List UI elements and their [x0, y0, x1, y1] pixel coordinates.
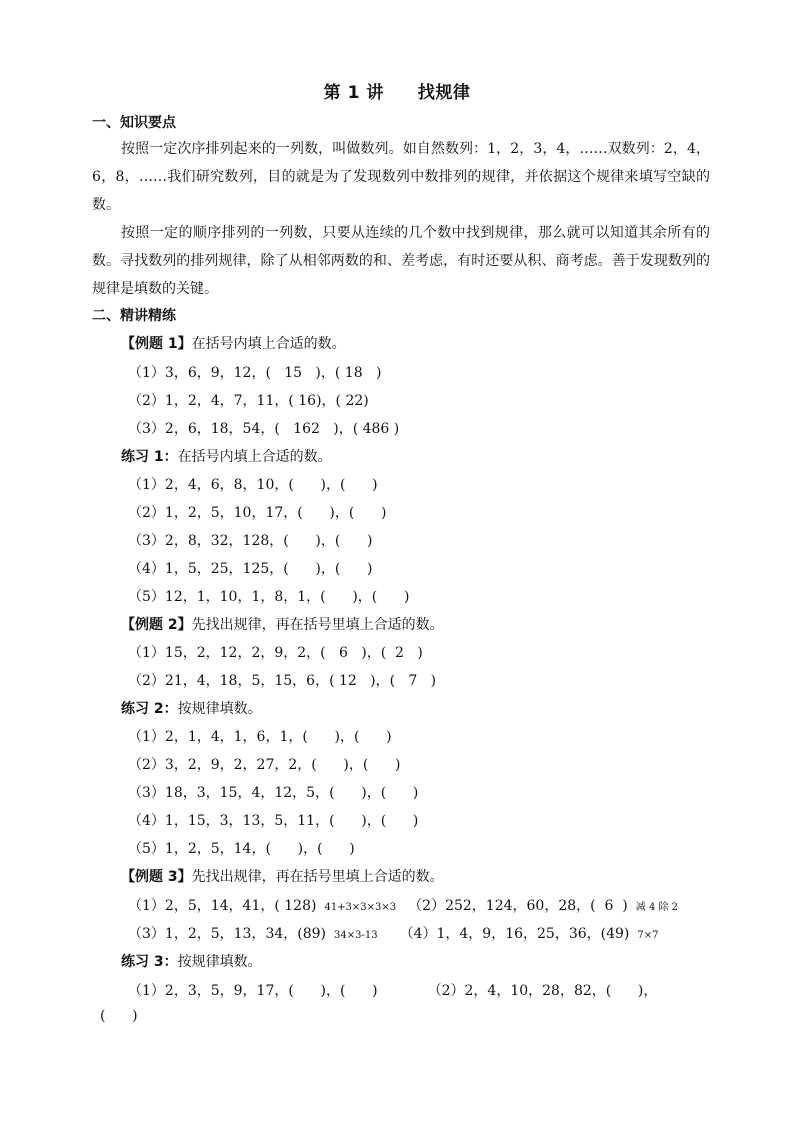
page-title	[0, 78, 794, 103]
practice-1-label: 练习 1：	[121, 449, 178, 465]
example-3-item-2: （2）252，124，60，28，( 6 )	[408, 898, 628, 914]
example-3-row-1	[128, 895, 678, 915]
practice-1-instruction: 在括号内填上合适的数。	[177, 449, 332, 465]
lesson-topic: 找规律	[417, 83, 471, 103]
practice-2-heading	[121, 698, 262, 718]
example-3-item-3: （3）1，2，5，13，34，(89)	[128, 926, 326, 942]
example-1-item-3: （3）2，6，18，54，( 162 )，( 486 )	[128, 421, 400, 437]
practice-2-item-2: （2）3，2，9，2，27，2，( )，( )	[128, 757, 401, 773]
knowledge-paragraph-1: 按照一定次序排列起来的一列数，叫做数列。如自然数列：1，2，3，4，……双数列：2，4，6，8，……我们研究数列，目的就是为了发现数列中数排列的规律，并依据这个规律来填写空缺的数。	[92, 141, 710, 213]
example-1-label: 【例题 1】	[121, 336, 192, 352]
practice-2-item-5: （5）1，2，5，14，( )，( )	[128, 841, 355, 857]
practice-3-item-2: （2）2，4，10，28，82，( )，	[427, 983, 658, 999]
example-3-row-2	[128, 923, 659, 943]
example-3-note-3: 34×3-13	[334, 930, 378, 941]
example-3-instruction: 先找出规律，再在括号里填上合适的数。	[191, 869, 444, 885]
example-1-instruction: 在括号内填上合适的数。	[191, 336, 346, 352]
practice-1-item-2: （2）1，2，5，10，17，( )，( )	[128, 505, 387, 521]
practice-2-instruction: 按规律填数。	[177, 701, 262, 717]
practice-1-item-3: （3）2，8，32，128，( )，( )	[128, 533, 373, 549]
example-3-note-1: 41+3×3×3×3	[324, 902, 397, 913]
example-3-heading	[121, 866, 444, 886]
example-2-heading	[121, 614, 444, 634]
section-heading-knowledge: 一、知识要点	[92, 115, 176, 131]
practice-3-item-1: （1）2，3，5，9，17，( )，( )	[128, 983, 378, 999]
example-2-item-1: （1）15，2，12，2，9，2，( 6 )，( 2 )	[128, 645, 423, 661]
example-1-heading	[121, 333, 346, 353]
practice-3-label: 练习 3：	[121, 954, 178, 970]
practice-1-item-5: （5）12，1，10，1，8，1，( )，( )	[128, 589, 410, 605]
example-3-item-4: （4）1，4，9，16，25，36，(49)	[399, 926, 630, 942]
practice-1-heading	[121, 446, 332, 466]
section-heading-practice: 二、精讲精练	[92, 308, 176, 324]
example-3-item-1: （1）2，5，14，41，( 128)	[128, 898, 317, 914]
practice-2-item-3: （3）18，3，15，4，12，5，( )，( )	[128, 785, 419, 801]
practice-3-instruction: 按规律填数。	[177, 954, 262, 970]
practice-1-item-1: （1）2，4，6，8，10，( )，( )	[128, 477, 378, 493]
example-2-item-2: （2）21，4，18，5，15，6，( 12 )，( 7 )	[128, 673, 437, 689]
example-1-item-1: （1）3，6，9，12，( 15 )，( 18 )	[128, 365, 382, 381]
practice-2-label: 练习 2：	[121, 701, 178, 717]
example-2-instruction: 先找出规律，再在括号里填上合适的数。	[191, 617, 444, 633]
practice-1-item-4: （4）1，5，25，125，( )，( )	[128, 561, 373, 577]
practice-3-row-1	[128, 980, 657, 1000]
practice-2-item-4: （4）1，15，3，13，5，11，( )，( )	[128, 813, 419, 829]
knowledge-paragraph-2: 按照一定的顺序排列的一列数，只要从连续的几个数中找到规律，那么就可以知道其余所有的数。寻找数列的排列规律，除了从相邻两数的和、差考虑，有时还要从积、商考虑。善于发现数列的规律是填数的关键。	[92, 225, 710, 297]
example-3-note-2: 减 4 除 2	[635, 902, 679, 913]
practice-3-row-2: ( )	[100, 1008, 138, 1024]
example-3-note-4: 7×7	[637, 930, 659, 941]
example-2-label: 【例题 2】	[121, 617, 192, 633]
lesson-number: 第 1 讲	[323, 83, 384, 103]
example-3-label: 【例题 3】	[121, 869, 192, 885]
practice-3-heading	[121, 951, 262, 971]
practice-2-item-1: （1）2，1，4，1，6，1，( )，( )	[128, 729, 392, 745]
example-1-item-2: （2）1，2，4，7，11，( 16)，( 22)	[128, 393, 369, 409]
